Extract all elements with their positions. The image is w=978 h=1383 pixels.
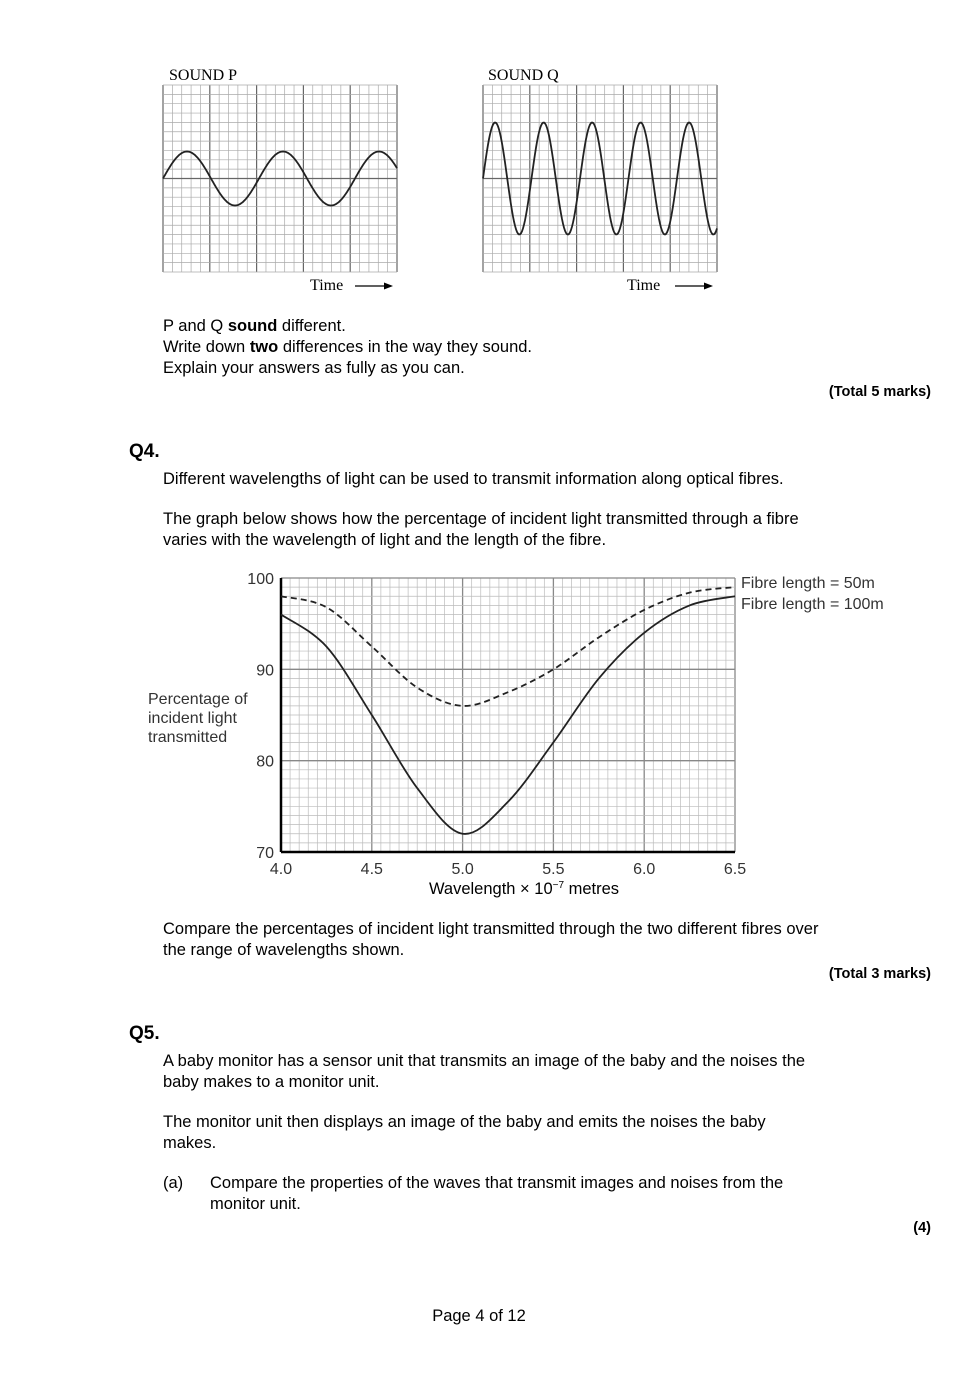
q4-para2a: The graph below shows how the percentage of incident light transmitted through a fibre	[163, 510, 799, 528]
q5-heading: Q5.	[129, 1023, 160, 1044]
x-tick-label: 6.5	[723, 861, 747, 878]
q5-part-a-label: (a)	[163, 1174, 184, 1192]
q5-part-a-marks: (4)	[913, 1220, 931, 1236]
q4-heading: Q4.	[129, 441, 160, 462]
q4-para3b: the range of wavelengths shown.	[163, 941, 405, 959]
q3-line2: Write down two differences in the way they sound.	[163, 338, 533, 356]
x-tick-label: 4.5	[360, 861, 383, 878]
page-number: Page 4 of 12	[432, 1307, 526, 1325]
q4-marks: (Total 3 marks)	[828, 966, 931, 982]
y-axis-label: transmitted	[148, 729, 228, 746]
q4-para1: Different wavelengths of light can be used to transmit information along optical fibres.	[163, 470, 784, 488]
q3-line1: P and Q sound different.	[163, 317, 346, 335]
q4-para2b: varies with the wavelength of light and the length of the fibre.	[163, 531, 607, 549]
q3-marks: (Total 5 marks)	[828, 384, 931, 400]
y-tick-label: 80	[256, 753, 274, 771]
time-label-p: Time	[310, 277, 344, 294]
q5-part-a-line2: monitor unit.	[210, 1195, 301, 1213]
q5-para1b: baby makes to a monitor unit.	[163, 1073, 380, 1091]
time-label-q: Time	[627, 277, 661, 294]
y-axis-label: Percentage of	[148, 691, 248, 708]
y-tick-label: 70	[256, 845, 274, 862]
x-tick-label: 4.0	[269, 861, 293, 878]
q5-para2b: makes.	[163, 1134, 217, 1152]
sound-q-title: SOUND Q	[488, 67, 559, 84]
x-axis-label: Wavelength × $10^{-7}$ metres	[428, 880, 620, 898]
sound-p-title: SOUND P	[169, 67, 238, 84]
q4-para3a: Compare the percentages of incident light transmitted through the two different fibres over	[163, 920, 819, 938]
q5-para1a: A baby monitor has a sensor unit that transmits an image of the baby and the noises the	[163, 1052, 806, 1070]
q3-line3: Explain your answers as fully as you can.	[163, 359, 465, 377]
q5-para2a: The monitor unit then displays an image of the baby and emits the noises the baby	[163, 1113, 766, 1131]
y-axis-label: incident light	[148, 710, 237, 727]
q5-part-a-line1: Compare the properties of the waves that transmit images and noises from the	[210, 1174, 784, 1192]
x-tick-label: 5.5	[542, 861, 565, 878]
x-tick-label: 5.0	[451, 861, 474, 878]
legend-label: Fibre length = 50m	[741, 575, 875, 592]
legend-label: Fibre length = 100m	[741, 596, 884, 613]
x-tick-label: 6.0	[633, 861, 656, 878]
y-tick-label: 100	[247, 571, 274, 588]
y-tick-label: 90	[256, 662, 274, 680]
